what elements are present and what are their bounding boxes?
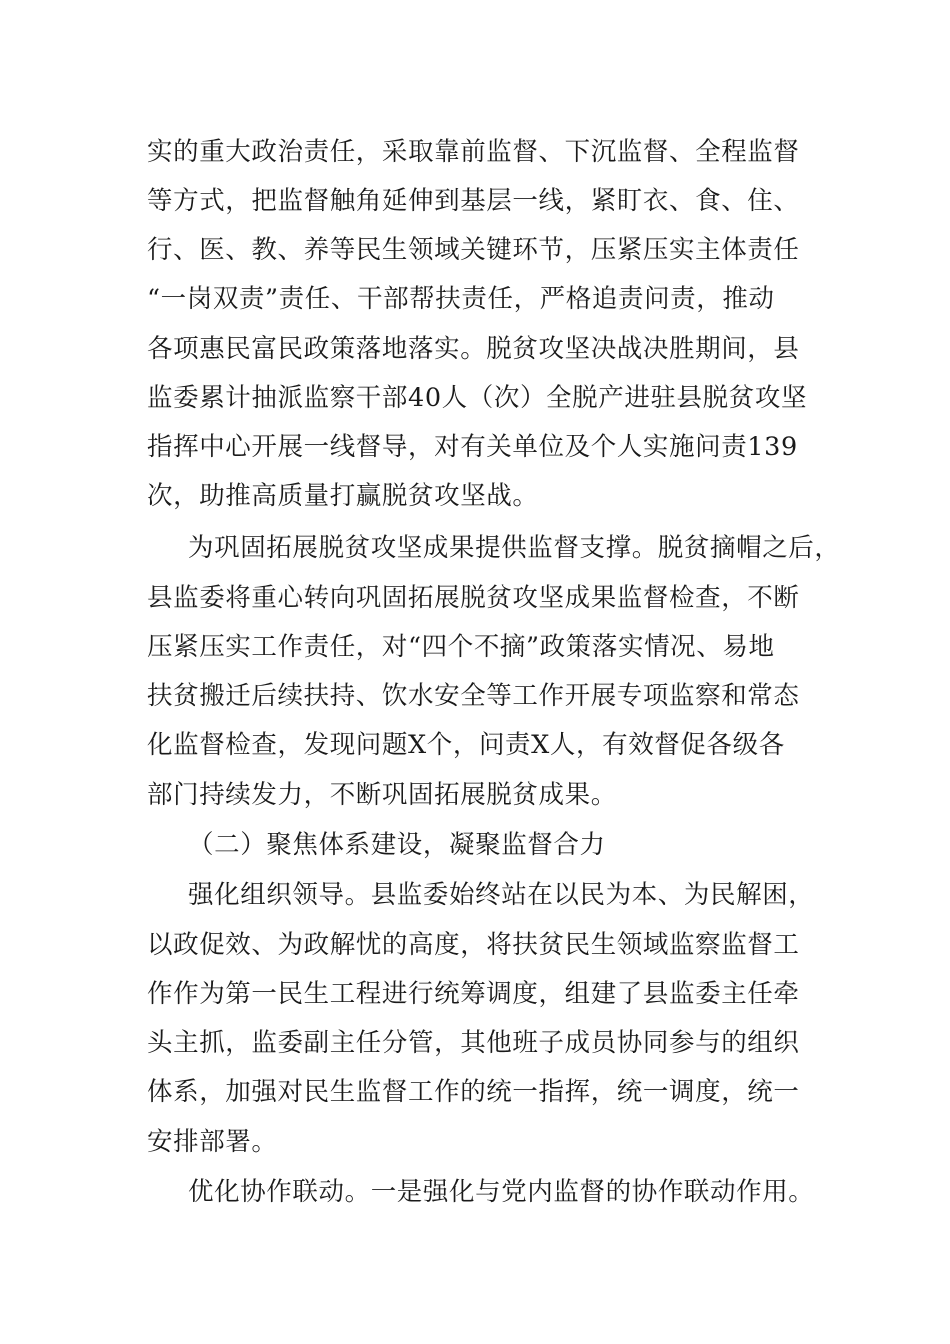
paragraph-first-line: 强化组织领导。县监委始终站在以民为本、为民解困， — [188, 880, 815, 910]
paragraph-first-line: 优化协作联动。一是强化与党内监督的协作联动作用。 — [188, 1177, 815, 1207]
text-line: “一岗双责”责任、干部帮扶责任，严格追责问责，推动 — [147, 284, 775, 314]
text-line: 行、医、教、养等民生领域关键环节，压紧压实主体责任 — [147, 235, 800, 265]
text-line: 监委累计抽派监察干部40人（次）全脱产进驻县脱贫攻坚 — [147, 383, 808, 413]
text-line: 实的重大政治责任，采取靠前监督、下沉监督、全程监督 — [147, 137, 800, 167]
text-line: 安排部署。 — [147, 1127, 278, 1157]
text-line: 头主抓，监委副主任分管，其他班子成员协同参与的组织 — [147, 1028, 800, 1058]
text-line: 县监委将重心转向巩固拓展脱贫攻坚成果监督检查，不断 — [147, 583, 800, 613]
text-line: 部门持续发力，不断巩固拓展脱贫成果。 — [147, 780, 617, 810]
text-line: 以政促效、为政解忧的高度，将扶贫民生领域监察监督工 — [147, 930, 800, 960]
text-line: 各项惠民富民政策落地落实。脱贫攻坚决战决胜期间，县 — [147, 334, 800, 364]
text-line: 化监督检查，发现问题X个，问责X人，有效督促各级各 — [147, 730, 785, 760]
paragraph-first-line: 为巩固拓展脱贫攻坚成果提供监督支撑。脱贫摘帽之后， — [188, 533, 841, 563]
text-line: 扶贫搬迁后续扶持、饮水安全等工作开展专项监察和常态 — [147, 681, 800, 711]
text-line: 次，助推高质量打赢脱贫攻坚战。 — [147, 481, 539, 511]
text-line: 压紧压实工作责任，对“四个不摘”政策落实情况、易地 — [147, 632, 775, 662]
text-line: 体系，加强对民生监督工作的统一指挥，统一调度，统一 — [147, 1077, 800, 1107]
section-heading: （二）聚焦体系建设，凝聚监督合力 — [188, 830, 606, 860]
text-line: 指挥中心开展一线督导，对有关单位及个人实施问责139 — [147, 432, 798, 462]
text-line: 等方式，把监督触角延伸到基层一线，紧盯衣、食、住、 — [147, 186, 800, 216]
text-line: 作作为第一民生工程进行统筹调度，组建了县监委主任牵 — [147, 979, 800, 1009]
